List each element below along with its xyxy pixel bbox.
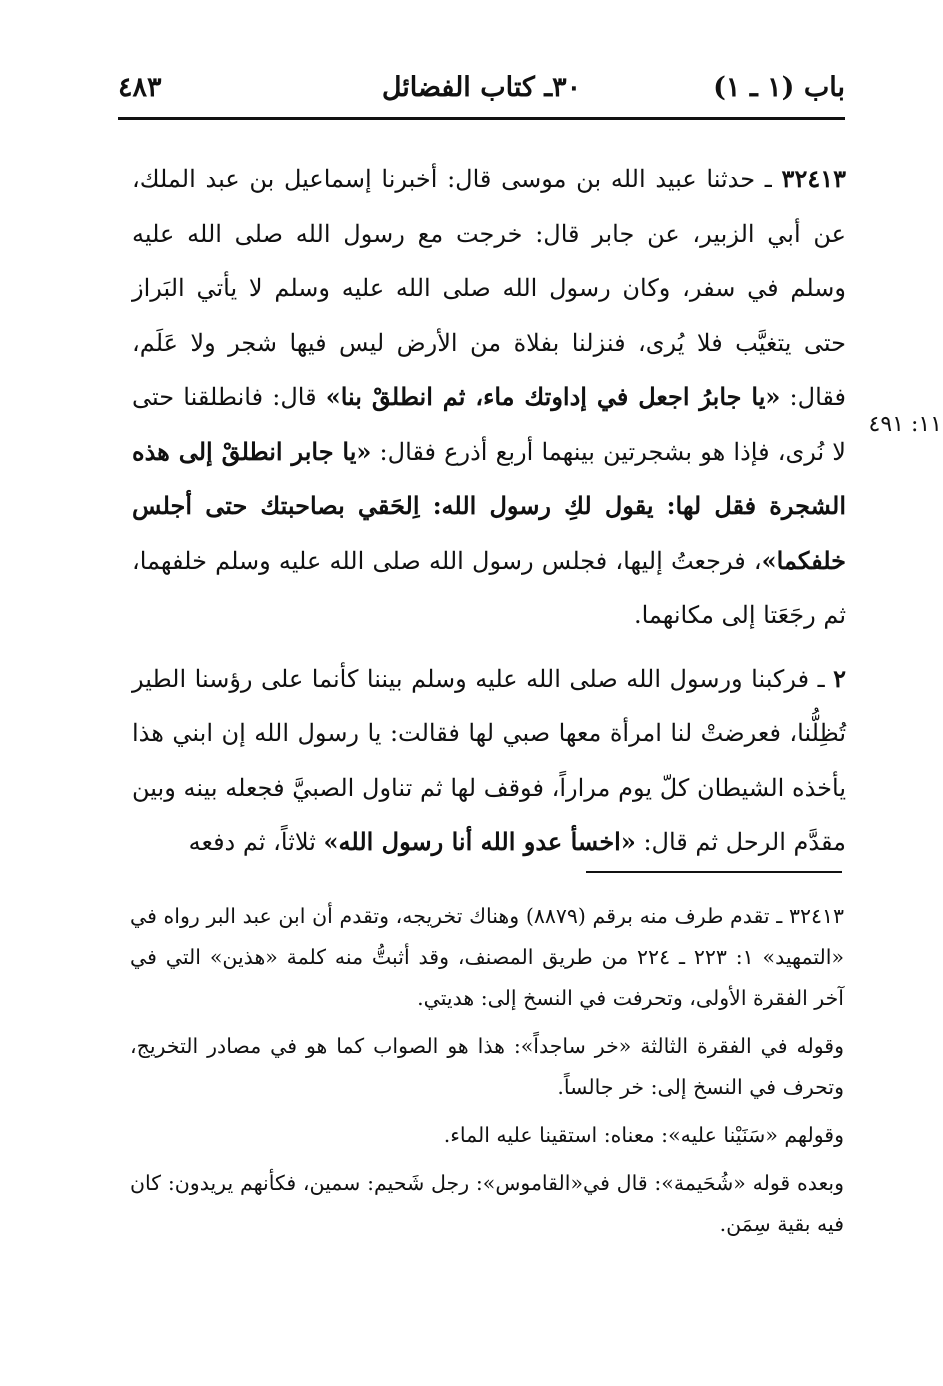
paragraph-text: ـ فركبنا ورسول الله صلى الله عليه وسلم بيننا كأنما على رؤسنا الطير تُظِلُّنا، فعرضتْ لنا امرأة معها صبي لها فقالت: يا رسول الله إن ابني هذا يأخذه الشيطان كلّ يوم مراراً، فوقف لها ثم تناول الصبيَّ فجعله بينه وبين مقدَّم الرحل ثم قال: <box>132 664 846 856</box>
chapter-reference: باب (١ ـ ١) <box>713 72 845 103</box>
footnote-3: وقولهم «سَنَيْنا عليه»: معناه: استقينا عليه الماء. <box>443 1123 844 1147</box>
paragraph-text: قال: فانطلقنا حتى لا نُرى، فإذا هو بشجرتين بينهما أربع أذرع فقال: <box>132 383 846 466</box>
footnote-rule <box>586 871 842 873</box>
page-number: ٤٨٣ <box>118 72 162 103</box>
footnotes <box>130 896 844 1245</box>
header-rule <box>118 117 845 120</box>
footnote-4: وبعده قوله «شُحَيمة»: قال في«القاموس»: رجل شَحيم: سمين، فكأنهم يريدون: كان فيه بقية سِمَن. <box>130 1171 844 1236</box>
quote-text: «يا جابر انطلقْ إلى هذه الشجرة فقل لها: يقول لكِ رسول الله: اِلحَقي بصاحبتك حتى أجلس خلفكما» <box>132 436 846 575</box>
paragraph-text: ـ حدثنا عبيد الله بن موسى قال: أخبرنا إسماعيل بن عبد الملك، عن أبي الزبير، عن جابر قال: خرجت مع رسول الله صلى الله عليه وسلم في سفر، وكان رسول الله صلى الله عليه وسلم لا يأتي البَراز حتى يتغيَّب فلا يُرى، فنزلنا بفلاة من الأرض ليس فيها شجر ولا عَلَم، فقال: <box>132 165 847 411</box>
main-text <box>132 152 846 870</box>
footnote-2: وقوله في الفقرة الثالثة «خر ساجداً»: هذا هو الصواب كما هو في مصادر التخريج، وتحرف في النسخ إلى: خر جالساً. <box>130 1034 844 1099</box>
margin-reference: ١١: ٤٩١ <box>868 412 942 437</box>
book-title: ٣٠ـ كتاب الفضائل <box>381 72 582 103</box>
hadith-paragraph-2 <box>132 652 846 870</box>
paragraph-text: ، فرجعتُ إليها، فجلس رسول الله صلى الله عليه وسلم خلفهما، ثم رجَعَتا إلى مكانهما. <box>132 546 846 629</box>
hadith-paragraph-1 <box>132 152 846 643</box>
quote-text: «اخسأ عدو الله أنا رسول الله» <box>323 827 636 856</box>
footnote-1: ٣٢٤١٣ ـ تقدم طرف منه برقم (٨٨٧٩) وهناك تخريجه، وتقدم أن ابن عبد البر رواه في «التمهيد» ١: ٢٢٣ ـ ٢٢٤ من طريق المصنف، وقد أثبتُّ منه كلمة «هذين» التي في آخر الفقرة الأولى، وتحرفت في النسخ إلى: هديتي. <box>130 904 845 1010</box>
quote-text: «يا جابرُ اجعل في إداوتك ماء، ثم انطلقْ بنا» <box>325 382 781 411</box>
paragraph-number: ٢ <box>833 663 846 693</box>
hadith-number: ٣٢٤١٣ <box>781 164 846 193</box>
page-header <box>118 72 845 118</box>
paragraph-text: ثلاثاً، ثم دفعه <box>188 828 324 856</box>
